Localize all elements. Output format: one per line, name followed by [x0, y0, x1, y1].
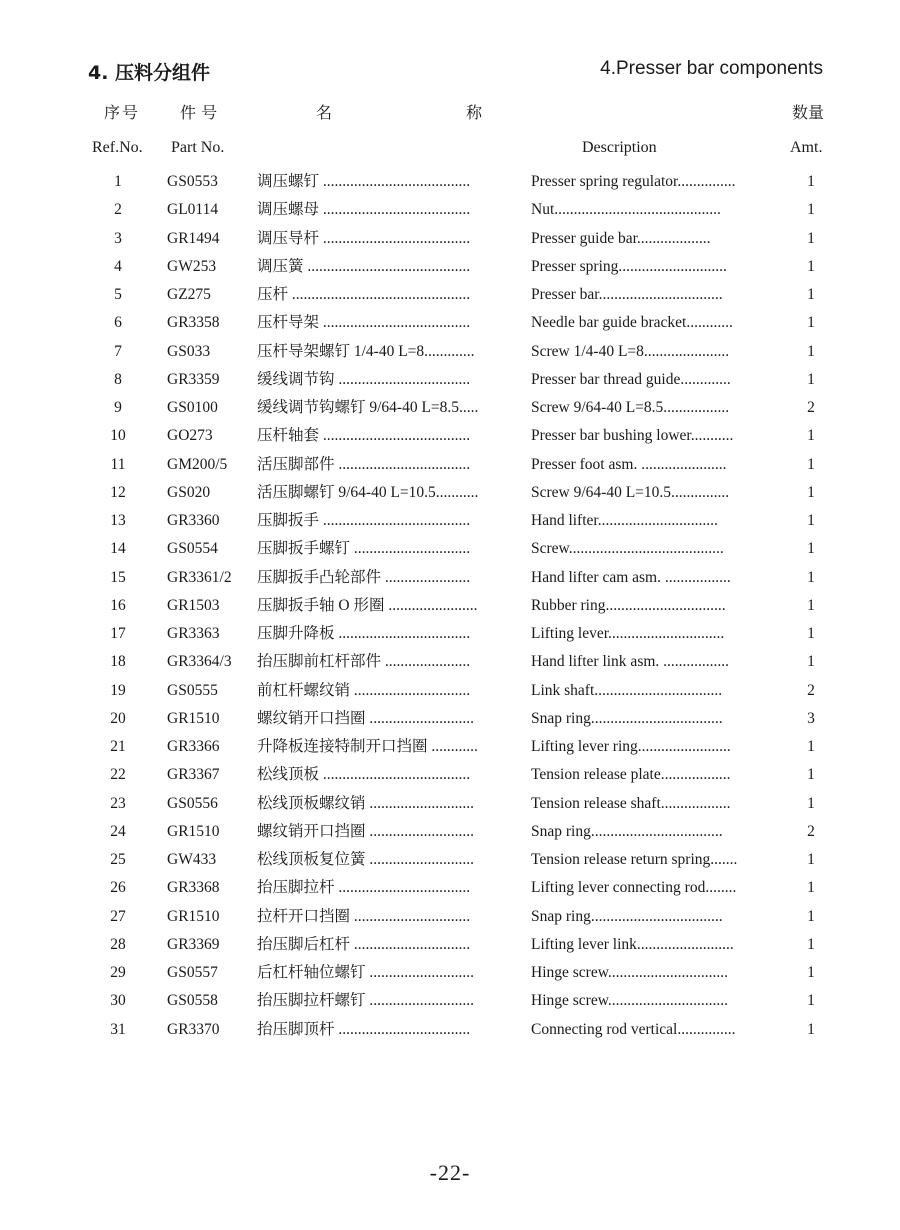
- amount: 1: [807, 766, 815, 784]
- header-part-cn: 件 号: [180, 103, 218, 122]
- table-row: [0, 225, 900, 253]
- table-row: [0, 394, 900, 422]
- part-number: GL0114: [167, 201, 219, 219]
- amount: 1: [807, 512, 815, 529]
- table-row: [0, 931, 900, 959]
- ref-number: 31: [110, 1020, 126, 1038]
- description-english: Lifting lever connecting rod........: [531, 879, 737, 897]
- header-part-en: Part No.: [171, 139, 225, 156]
- description-english: Snap ring..................................: [531, 822, 723, 840]
- table-row: [0, 479, 900, 507]
- header-amt-cn: 数量: [792, 103, 825, 122]
- name-chinese: 松线顶板 ......................................: [257, 766, 471, 784]
- part-number: GR3363: [167, 625, 220, 642]
- part-number: GR1494: [167, 229, 220, 247]
- part-number: GR1503: [167, 596, 220, 614]
- description-english: Hinge screw...............................: [531, 992, 729, 1010]
- description-english: Needle bar guide bracket............: [531, 314, 733, 332]
- name-chinese: 压脚扳手轴 O 形圈 .......................: [257, 596, 478, 614]
- header-name-cn-2: 称: [466, 103, 483, 122]
- ref-number: 12: [110, 483, 126, 501]
- name-chinese: 调压簧 ..........................................: [257, 257, 471, 275]
- description-english: Presser bar bushing lower...........: [531, 427, 734, 445]
- description-english: Presser guide bar...................: [531, 229, 711, 247]
- ref-number: 5: [114, 286, 122, 303]
- ref-number: 15: [110, 568, 126, 586]
- name-chinese: 调压螺母 ......................................: [257, 201, 471, 219]
- ref-number: 9: [114, 399, 122, 416]
- ref-number: 1: [114, 173, 122, 190]
- ref-number: 25: [110, 851, 126, 868]
- table-row: [0, 366, 900, 394]
- table-row: [0, 677, 900, 705]
- description-english: Nut...........................................: [531, 201, 721, 219]
- part-number: GS0556: [167, 794, 218, 812]
- name-chinese: 抬压脚拉杆螺钉 ...........................: [257, 992, 475, 1010]
- amount: 1: [807, 173, 815, 190]
- description-english: Connecting rod vertical...............: [531, 1020, 736, 1038]
- name-chinese: 活压脚部件 ..................................: [257, 455, 471, 473]
- ref-number: 20: [110, 709, 126, 727]
- amount: 1: [807, 879, 815, 897]
- amount: 1: [807, 483, 815, 501]
- table-row: [0, 874, 900, 902]
- part-number: GR1510: [167, 907, 220, 925]
- table-row: [0, 818, 900, 846]
- section-title-english: 4.Presser bar components: [600, 58, 823, 79]
- ref-number: 3: [114, 229, 122, 247]
- description-english: Link shaft.................................: [531, 681, 723, 699]
- name-chinese: 缓线调节钩螺钉 9/64-40 L=8.5.....: [257, 399, 479, 416]
- ref-number: 17: [110, 625, 126, 642]
- part-number: GR3364/3: [167, 653, 232, 671]
- ref-number: 30: [110, 992, 126, 1010]
- part-number: GR3366: [167, 738, 220, 755]
- header-name-cn-1: 名: [316, 103, 333, 122]
- description-english: Lifting lever link.........................: [531, 935, 734, 953]
- ref-number: 21: [110, 738, 126, 755]
- amount: 1: [807, 314, 815, 332]
- table-row: [0, 338, 900, 366]
- name-chinese: 缓线调节钩 ..................................: [257, 370, 471, 388]
- amount: 1: [807, 229, 815, 247]
- part-number: GS033: [167, 342, 211, 360]
- part-number: GR1510: [167, 709, 220, 727]
- description-english: Screw 9/64-40 L=10.5...............: [531, 483, 730, 501]
- part-number: GS0555: [167, 681, 218, 699]
- part-number: GS0558: [167, 992, 218, 1010]
- ref-number: 23: [110, 794, 126, 812]
- description-english: Tension release shaft..................: [531, 794, 731, 812]
- part-number: GW253: [167, 257, 217, 275]
- name-chinese: 压脚扳手螺钉 ..............................: [257, 540, 471, 558]
- table-row: [0, 253, 900, 281]
- description-english: Presser foot asm. ......................: [531, 455, 727, 473]
- description-english: Hand lifter link asm. .................: [531, 653, 730, 671]
- part-number: GS0554: [167, 540, 218, 558]
- name-chinese: 后杠杆轴位螺钉 ...........................: [257, 964, 475, 981]
- ref-number: 29: [110, 964, 126, 981]
- ref-number: 18: [110, 653, 126, 671]
- amount: 1: [807, 596, 815, 614]
- part-number: GS020: [167, 483, 211, 501]
- header-ref-en: Ref.No.: [92, 139, 143, 156]
- table-row: [0, 620, 900, 648]
- amount: 1: [807, 935, 815, 953]
- parts-table: [0, 168, 900, 1044]
- ref-number: 24: [110, 822, 126, 840]
- name-chinese: 压脚扳手 ......................................: [257, 512, 471, 529]
- ref-number: 13: [110, 512, 126, 529]
- part-number: GR3361/2: [167, 568, 232, 586]
- part-number: GR3358: [167, 314, 220, 332]
- ref-number: 6: [114, 314, 122, 332]
- header-description-en: Description: [582, 139, 657, 156]
- name-chinese: 压杆轴套 ......................................: [257, 427, 471, 445]
- part-number: GR3368: [167, 879, 220, 897]
- name-chinese: 压杆 ..............................................: [257, 286, 471, 303]
- table-row: [0, 903, 900, 931]
- description-english: Screw 1/4-40 L=8......................: [531, 342, 730, 360]
- table-row: [0, 761, 900, 789]
- header-ref-cn: 序号: [104, 103, 141, 122]
- amount: 1: [807, 568, 815, 586]
- table-row: [0, 790, 900, 818]
- name-chinese: 松线顶板螺纹销 ...........................: [257, 794, 475, 812]
- table-row: [0, 1016, 900, 1044]
- description-english: Rubber ring...............................: [531, 596, 726, 614]
- name-chinese: 压杆导架 ......................................: [257, 314, 471, 332]
- description-english: Tension release plate..................: [531, 766, 731, 784]
- name-chinese: 抬压脚顶杆 ..................................: [257, 1020, 471, 1038]
- table-row: [0, 507, 900, 535]
- ref-number: 27: [110, 907, 126, 925]
- part-number: GR3359: [167, 370, 220, 388]
- name-chinese: 调压导杆 ......................................: [257, 229, 471, 247]
- ref-number: 16: [110, 596, 126, 614]
- name-chinese: 压杆导架螺钉 1/4-40 L=8.............: [257, 342, 475, 360]
- name-chinese: 升降板连接特制开口挡圈 ............: [257, 738, 478, 755]
- table-row: [0, 648, 900, 676]
- name-chinese: 调压螺钉 ......................................: [257, 173, 471, 190]
- amount: 1: [807, 342, 815, 360]
- description-english: Hand lifter cam asm. .................: [531, 568, 731, 586]
- section-title-chinese: 4. 压料分组件: [88, 62, 211, 84]
- table-row: [0, 564, 900, 592]
- amount: 2: [807, 822, 815, 840]
- table-row: [0, 535, 900, 563]
- ref-number: 19: [110, 681, 126, 699]
- table-row: [0, 592, 900, 620]
- ref-number: 4: [114, 257, 122, 275]
- table-row: [0, 309, 900, 337]
- table-row: [0, 705, 900, 733]
- part-number: GZ275: [167, 286, 211, 303]
- table-row: [0, 196, 900, 224]
- part-number: GM200/5: [167, 455, 228, 473]
- description-english: Lifting lever..............................: [531, 625, 725, 642]
- amount: 1: [807, 286, 815, 303]
- name-chinese: 拉杆开口挡圈 ..............................: [257, 907, 471, 925]
- name-chinese: 螺纹销开口挡圈 ...........................: [257, 709, 475, 727]
- name-chinese: 螺纹销开口挡圈 ...........................: [257, 822, 475, 840]
- name-chinese: 活压脚螺钉 9/64-40 L=10.5...........: [257, 483, 479, 501]
- part-number: GR1510: [167, 822, 220, 840]
- amount: 1: [807, 907, 815, 925]
- description-english: Hinge screw...............................: [531, 964, 729, 981]
- name-chinese: 松线顶板复位簧 ...........................: [257, 851, 475, 868]
- table-row: [0, 987, 900, 1015]
- ref-number: 26: [110, 879, 126, 897]
- description-english: Snap ring..................................: [531, 907, 723, 925]
- ref-number: 22: [110, 766, 126, 784]
- ref-number: 8: [114, 370, 122, 388]
- table-row: [0, 846, 900, 874]
- table-row: [0, 422, 900, 450]
- part-number: GR3370: [167, 1020, 220, 1038]
- ref-number: 14: [110, 540, 126, 558]
- name-chinese: 压脚扳手凸轮部件 ......................: [257, 568, 471, 586]
- amount: 2: [807, 399, 815, 416]
- description-english: Snap ring..................................: [531, 709, 723, 727]
- description-english: Screw 9/64-40 L=8.5.................: [531, 399, 730, 416]
- page-number: -22-: [429, 1160, 471, 1185]
- name-chinese: 抬压脚后杠杆 ..............................: [257, 935, 471, 953]
- amount: 3: [807, 709, 815, 727]
- amount: 1: [807, 738, 815, 755]
- header-amt-en: Amt.: [790, 139, 823, 156]
- description-english: Hand lifter...............................: [531, 512, 718, 529]
- table-row: [0, 168, 900, 196]
- description-english: Tension release return spring.......: [531, 851, 738, 868]
- amount: 1: [807, 1020, 815, 1038]
- part-number: GW433: [167, 851, 217, 868]
- amount: 1: [807, 257, 815, 275]
- part-number: GR3369: [167, 935, 220, 953]
- amount: 2: [807, 681, 815, 699]
- name-chinese: 抬压脚拉杆 ..................................: [257, 879, 471, 897]
- amount: 1: [807, 455, 815, 473]
- table-row: [0, 733, 900, 761]
- amount: 1: [807, 540, 815, 558]
- description-english: Presser bar thread guide.............: [531, 370, 731, 388]
- ref-number: 2: [114, 201, 122, 219]
- description-english: Presser spring............................: [531, 257, 727, 275]
- description-english: Screw........................................: [531, 540, 724, 558]
- part-number: GR3367: [167, 766, 220, 784]
- amount: 1: [807, 625, 815, 642]
- table-row: [0, 451, 900, 479]
- amount: 1: [807, 851, 815, 868]
- part-number: GR3360: [167, 512, 220, 529]
- ref-number: 10: [110, 427, 126, 445]
- part-number: GS0553: [167, 173, 218, 190]
- name-chinese: 压脚升降板 ..................................: [257, 625, 471, 642]
- part-number: GS0557: [167, 964, 218, 981]
- amount: 1: [807, 794, 815, 812]
- description-english: Lifting lever ring........................: [531, 738, 731, 755]
- part-number: GO273: [167, 427, 213, 445]
- amount: 1: [807, 992, 815, 1010]
- part-number: GS0100: [167, 399, 218, 416]
- table-row: [0, 281, 900, 309]
- description-english: Presser spring regulator...............: [531, 173, 736, 190]
- name-chinese: 抬压脚前杠杆部件 ......................: [257, 653, 471, 671]
- description-english: Presser bar................................: [531, 286, 723, 303]
- ref-number: 7: [114, 342, 122, 360]
- amount: 1: [807, 370, 815, 388]
- ref-number: 11: [110, 455, 126, 473]
- amount: 1: [807, 964, 815, 981]
- amount: 1: [807, 427, 815, 445]
- amount: 1: [807, 201, 815, 219]
- table-row: [0, 959, 900, 987]
- name-chinese: 前杠杆螺纹销 ..............................: [257, 681, 471, 699]
- amount: 1: [807, 653, 815, 671]
- ref-number: 28: [110, 935, 126, 953]
